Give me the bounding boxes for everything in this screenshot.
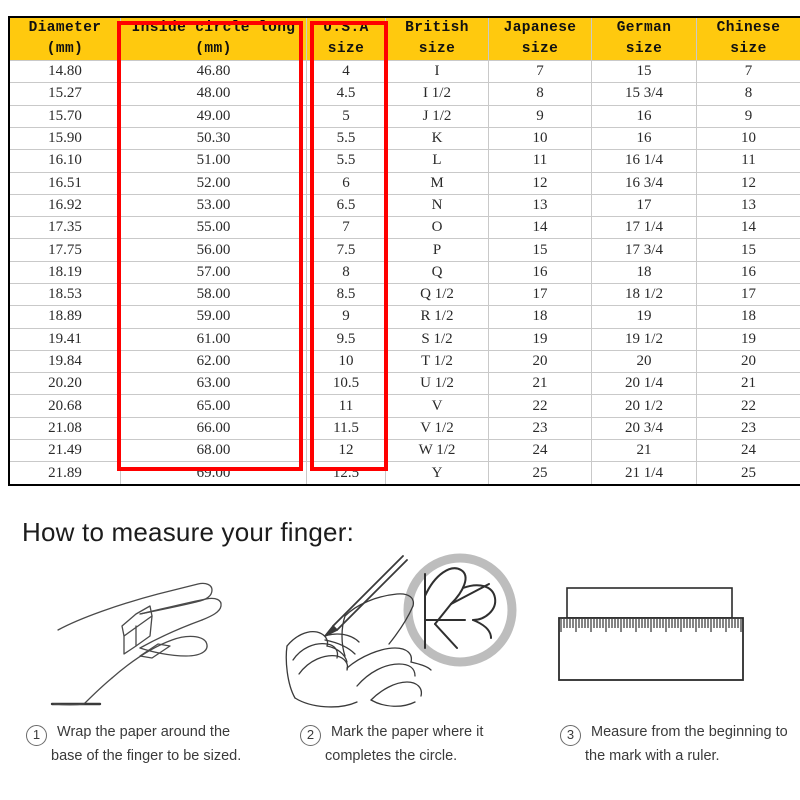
header-line-2: size <box>327 41 365 58</box>
cell-diameter: 15.70 <box>9 105 121 127</box>
table-header-row <box>9 17 800 61</box>
step-caption-2 <box>300 722 550 768</box>
cell-german-size: 20 1/4 <box>592 373 697 395</box>
column-header-german-size <box>592 17 697 61</box>
cell-british-size: W 1/2 <box>386 440 489 462</box>
cell-chinese-size: 7 <box>697 61 800 83</box>
cell-british-size: V 1/2 <box>386 417 489 439</box>
cell-inside-circle-long: 55.00 <box>121 217 307 239</box>
step-number-3: 3 <box>560 725 581 746</box>
header-line-2: size <box>521 41 559 58</box>
cell-inside-circle-long: 51.00 <box>121 150 307 172</box>
cell-usa-size: 5.5 <box>307 150 386 172</box>
cell-japanese-size: 23 <box>489 417 592 439</box>
cell-japanese-size: 12 <box>489 172 592 194</box>
table-row <box>9 395 800 417</box>
cell-german-size: 21 <box>592 440 697 462</box>
cell-japanese-size: 9 <box>489 105 592 127</box>
cell-japanese-size: 10 <box>489 127 592 149</box>
cell-usa-size: 8.5 <box>307 284 386 306</box>
header-line-1: British <box>405 20 469 36</box>
table-body <box>9 61 800 485</box>
cell-german-size: 18 <box>592 261 697 283</box>
cell-diameter: 21.49 <box>9 440 121 462</box>
cell-british-size: I <box>386 61 489 83</box>
header-line-1: Japanese <box>503 20 577 36</box>
table-row <box>9 261 800 283</box>
cell-diameter: 16.51 <box>9 172 121 194</box>
cell-inside-circle-long: 61.00 <box>121 328 307 350</box>
step-text-2-line-2: completes the circle. <box>325 748 458 764</box>
cell-usa-size: 7 <box>307 217 386 239</box>
cell-inside-circle-long: 69.00 <box>121 462 307 485</box>
cell-diameter: 15.27 <box>9 83 121 105</box>
cell-japanese-size: 17 <box>489 284 592 306</box>
cell-german-size: 16 <box>592 105 697 127</box>
table-row <box>9 172 800 194</box>
table-row <box>9 373 800 395</box>
cell-german-size: 21 1/4 <box>592 462 697 485</box>
cell-usa-size: 10.5 <box>307 373 386 395</box>
table-row <box>9 61 800 83</box>
cell-inside-circle-long: 49.00 <box>121 105 307 127</box>
cell-japanese-size: 14 <box>489 217 592 239</box>
column-header-japanese-size <box>489 17 592 61</box>
cell-diameter: 19.41 <box>9 328 121 350</box>
table-header <box>9 17 800 61</box>
cell-usa-size: 5.5 <box>307 127 386 149</box>
cell-usa-size: 11 <box>307 395 386 417</box>
cell-diameter: 17.75 <box>9 239 121 261</box>
cell-chinese-size: 24 <box>697 440 800 462</box>
cell-diameter: 21.08 <box>9 417 121 439</box>
cell-inside-circle-long: 46.80 <box>121 61 307 83</box>
header-line-1: U.S.A <box>323 20 369 36</box>
cell-chinese-size: 13 <box>697 194 800 216</box>
cell-chinese-size: 18 <box>697 306 800 328</box>
cell-british-size: S 1/2 <box>386 328 489 350</box>
cell-usa-size: 12.5 <box>307 462 386 485</box>
cell-japanese-size: 13 <box>489 194 592 216</box>
cell-british-size: I 1/2 <box>386 83 489 105</box>
cell-inside-circle-long: 48.00 <box>121 83 307 105</box>
cell-usa-size: 11.5 <box>307 417 386 439</box>
cell-inside-circle-long: 57.00 <box>121 261 307 283</box>
cell-chinese-size: 12 <box>697 172 800 194</box>
cell-chinese-size: 21 <box>697 373 800 395</box>
cell-british-size: M <box>386 172 489 194</box>
cell-chinese-size: 25 <box>697 462 800 485</box>
column-header-inside-circle-long <box>121 17 307 61</box>
step-caption-1 <box>26 722 286 768</box>
illustration-ruler-measuring-strip <box>555 570 800 705</box>
header-line-1: Diameter <box>28 20 102 36</box>
cell-diameter: 21.89 <box>9 462 121 485</box>
cell-diameter: 18.19 <box>9 261 121 283</box>
cell-chinese-size: 8 <box>697 83 800 105</box>
cell-inside-circle-long: 52.00 <box>121 172 307 194</box>
cell-japanese-size: 20 <box>489 350 592 372</box>
cell-diameter: 17.35 <box>9 217 121 239</box>
cell-chinese-size: 15 <box>697 239 800 261</box>
cell-british-size: V <box>386 395 489 417</box>
step-number-2: 2 <box>300 725 321 746</box>
cell-chinese-size: 10 <box>697 127 800 149</box>
cell-german-size: 17 <box>592 194 697 216</box>
cell-diameter: 16.10 <box>9 150 121 172</box>
cell-german-size: 20 <box>592 350 697 372</box>
cell-japanese-size: 19 <box>489 328 592 350</box>
cell-japanese-size: 22 <box>489 395 592 417</box>
cell-german-size: 15 3/4 <box>592 83 697 105</box>
cell-inside-circle-long: 56.00 <box>121 239 307 261</box>
header-line-2: size <box>625 41 663 58</box>
cell-japanese-size: 18 <box>489 306 592 328</box>
column-header-usa-size <box>307 17 386 61</box>
cell-usa-size: 4 <box>307 61 386 83</box>
step-text-1-line-2: base of the finger to be sized. <box>51 748 242 764</box>
cell-diameter: 15.90 <box>9 127 121 149</box>
cell-usa-size: 10 <box>307 350 386 372</box>
cell-british-size: J 1/2 <box>386 105 489 127</box>
cell-german-size: 17 3/4 <box>592 239 697 261</box>
cell-chinese-size: 9 <box>697 105 800 127</box>
header-line-1: Chinese <box>716 20 781 36</box>
cell-japanese-size: 21 <box>489 373 592 395</box>
cell-usa-size: 9.5 <box>307 328 386 350</box>
cell-british-size: L <box>386 150 489 172</box>
cell-inside-circle-long: 59.00 <box>121 306 307 328</box>
cell-inside-circle-long: 68.00 <box>121 440 307 462</box>
cell-british-size: T 1/2 <box>386 350 489 372</box>
cell-diameter: 18.53 <box>9 284 121 306</box>
table-row <box>9 105 800 127</box>
cell-usa-size: 8 <box>307 261 386 283</box>
cell-inside-circle-long: 65.00 <box>121 395 307 417</box>
cell-diameter: 16.92 <box>9 194 121 216</box>
cell-inside-circle-long: 63.00 <box>121 373 307 395</box>
cell-inside-circle-long: 50.30 <box>121 127 307 149</box>
cell-german-size: 20 3/4 <box>592 417 697 439</box>
table-row <box>9 217 800 239</box>
cell-japanese-size: 16 <box>489 261 592 283</box>
table-row <box>9 417 800 439</box>
cell-british-size: O <box>386 217 489 239</box>
cell-german-size: 19 1/2 <box>592 328 697 350</box>
cell-british-size: U 1/2 <box>386 373 489 395</box>
header-line-2: (mm) <box>195 41 232 58</box>
cell-german-size: 20 1/2 <box>592 395 697 417</box>
cell-usa-size: 6 <box>307 172 386 194</box>
cell-usa-size: 9 <box>307 306 386 328</box>
cell-chinese-size: 16 <box>697 261 800 283</box>
cell-german-size: 17 1/4 <box>592 217 697 239</box>
table-row <box>9 284 800 306</box>
howto-section-title: How to measure your finger: <box>22 517 354 547</box>
step-text-3-line-2: the mark with a ruler. <box>585 748 720 764</box>
cell-british-size: Y <box>386 462 489 485</box>
cell-diameter: 18.89 <box>9 306 121 328</box>
cell-british-size: Q 1/2 <box>386 284 489 306</box>
cell-usa-size: 7.5 <box>307 239 386 261</box>
cell-japanese-size: 11 <box>489 150 592 172</box>
cell-german-size: 19 <box>592 306 697 328</box>
cell-diameter: 14.80 <box>9 61 121 83</box>
cell-british-size: K <box>386 127 489 149</box>
column-header-chinese-size <box>697 17 800 61</box>
step-text-2-line-1: Mark the paper where it <box>331 724 484 740</box>
table-row <box>9 462 800 485</box>
table-row <box>9 127 800 149</box>
column-header-british-size <box>386 17 489 61</box>
cell-usa-size: 6.5 <box>307 194 386 216</box>
cell-japanese-size: 8 <box>489 83 592 105</box>
cell-chinese-size: 22 <box>697 395 800 417</box>
cell-usa-size: 12 <box>307 440 386 462</box>
header-line-2: size <box>418 41 456 58</box>
illustration-hands-marking-paper <box>285 548 540 713</box>
step-number-1: 1 <box>26 725 47 746</box>
cell-chinese-size: 20 <box>697 350 800 372</box>
cell-japanese-size: 25 <box>489 462 592 485</box>
table-row <box>9 239 800 261</box>
header-line-2: size <box>730 41 767 58</box>
cell-inside-circle-long: 58.00 <box>121 284 307 306</box>
cell-chinese-size: 19 <box>697 328 800 350</box>
cell-japanese-size: 15 <box>489 239 592 261</box>
table-row <box>9 306 800 328</box>
cell-chinese-size: 14 <box>697 217 800 239</box>
cell-chinese-size: 23 <box>697 417 800 439</box>
table-row <box>9 194 800 216</box>
cell-japanese-size: 24 <box>489 440 592 462</box>
step-text-1-line-1: Wrap the paper around the <box>57 724 231 740</box>
ring-size-table-container <box>8 16 792 486</box>
cell-british-size: R 1/2 <box>386 306 489 328</box>
illustration-hand-with-paper-strip <box>40 552 290 712</box>
cell-usa-size: 4.5 <box>307 83 386 105</box>
cell-inside-circle-long: 62.00 <box>121 350 307 372</box>
header-line-1: Inside circle long <box>131 20 296 36</box>
cell-chinese-size: 17 <box>697 284 800 306</box>
cell-british-size: Q <box>386 261 489 283</box>
cell-chinese-size: 11 <box>697 150 800 172</box>
cell-british-size: P <box>386 239 489 261</box>
table-row <box>9 83 800 105</box>
header-line-2: (mm) <box>46 41 84 58</box>
cell-german-size: 18 1/2 <box>592 284 697 306</box>
table-row <box>9 350 800 372</box>
cell-diameter: 19.84 <box>9 350 121 372</box>
cell-japanese-size: 7 <box>489 61 592 83</box>
table-row <box>9 440 800 462</box>
step-text-3-line-1: Measure from the beginning to <box>591 724 788 740</box>
header-line-1: German <box>616 20 672 36</box>
cell-british-size: N <box>386 194 489 216</box>
cell-usa-size: 5 <box>307 105 386 127</box>
cell-inside-circle-long: 66.00 <box>121 417 307 439</box>
ring-size-table <box>8 16 800 486</box>
cell-diameter: 20.68 <box>9 395 121 417</box>
cell-german-size: 15 <box>592 61 697 83</box>
cell-german-size: 16 3/4 <box>592 172 697 194</box>
cell-german-size: 16 <box>592 127 697 149</box>
table-row <box>9 328 800 350</box>
step-caption-3 <box>560 722 800 768</box>
cell-inside-circle-long: 53.00 <box>121 194 307 216</box>
cell-diameter: 20.20 <box>9 373 121 395</box>
column-header-diameter <box>9 17 121 61</box>
cell-german-size: 16 1/4 <box>592 150 697 172</box>
table-row <box>9 150 800 172</box>
